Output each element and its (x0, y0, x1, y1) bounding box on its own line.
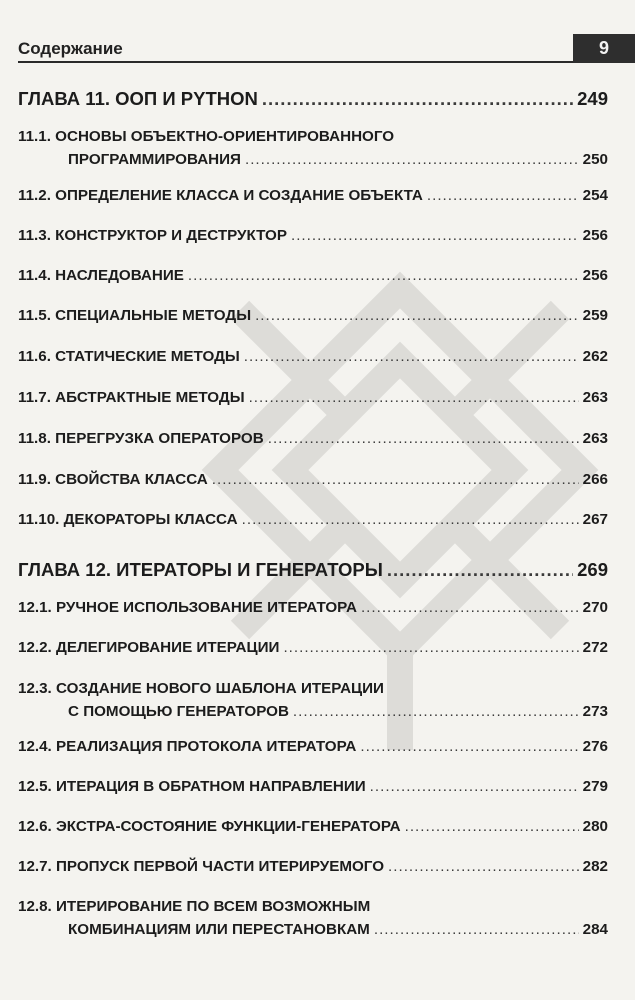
toc-section-entry (18, 738, 608, 755)
toc-section-entry (18, 267, 608, 284)
dot-leader (360, 738, 578, 755)
toc-entry-title: 11.3. КОНСТРУКТОР И ДЕСТРУКТОР (18, 227, 287, 244)
dot-leader (244, 348, 579, 365)
running-header (18, 34, 635, 64)
toc-section-entry (18, 818, 608, 835)
toc-page-number: 250 (582, 151, 608, 168)
header-rule (18, 61, 573, 63)
dot-leader (361, 599, 579, 616)
toc-entry-title: ПРОГРАММИРОВАНИЯ (68, 151, 241, 168)
dot-leader (283, 639, 578, 656)
toc-page-number: 276 (582, 738, 608, 755)
toc-section-entry (18, 348, 608, 365)
toc-page-number: 280 (582, 818, 608, 835)
toc-entry-title: 11.8. ПЕРЕГРУЗКА ОПЕРАТОРОВ (18, 430, 264, 447)
toc-entry-title: 12.3. СОЗДАНИЕ НОВОГО ШАБЛОНА ИТЕРАЦИИ (18, 680, 384, 697)
toc-page-number: 267 (582, 511, 608, 528)
dot-leader (370, 778, 579, 795)
toc-entry-title: ГЛАВА 11. ООП И PYTHON (18, 88, 258, 109)
toc-section-entry (18, 898, 608, 938)
toc-section-entry (18, 389, 608, 406)
toc-entry-title: 12.2. ДЕЛЕГИРОВАНИЕ ИТЕРАЦИИ (18, 639, 280, 656)
toc-entry-title: 12.4. РЕАЛИЗАЦИЯ ПРОТОКОЛА ИТЕРАТОРА (18, 738, 357, 755)
toc-entry-title: 12.6. ЭКСТРА-СОСТОЯНИЕ ФУНКЦИИ-ГЕНЕРАТОРА (18, 818, 401, 835)
toc-section-entry (18, 599, 608, 616)
toc-page-number: 249 (577, 88, 608, 109)
toc-section-entry (18, 430, 608, 447)
dot-leader (245, 151, 579, 168)
toc-entry-title: 11.1. ОСНОВЫ ОБЪЕКТНО-ОРИЕНТИРОВАННОГО (18, 128, 395, 145)
toc-page-number: 273 (582, 703, 608, 720)
dot-leader (268, 430, 579, 447)
toc-section-entry (18, 858, 608, 875)
toc-entry-title: 11.5. СПЕЦИАЛЬНЫЕ МЕТОДЫ (18, 307, 252, 324)
toc-page-number: 270 (582, 599, 608, 616)
dot-leader (188, 267, 579, 284)
dot-leader (262, 88, 573, 110)
dot-leader (405, 818, 579, 835)
toc-chapter-entry (18, 88, 608, 110)
dot-leader (293, 703, 579, 720)
dot-leader (249, 389, 579, 406)
toc-entry-title: 11.9. СВОЙСТВА КЛАССА (18, 471, 208, 488)
toc-section-entry (18, 187, 608, 204)
toc-entry-title: 12.7. ПРОПУСК ПЕРВОЙ ЧАСТИ ИТЕРИРУЕМОГО (18, 858, 385, 875)
toc-page-number: 262 (582, 348, 608, 365)
toc-section-entry (18, 471, 608, 488)
header-title: Содержание (18, 39, 123, 58)
toc-page-number: 266 (582, 471, 608, 488)
toc-page-number: 269 (577, 559, 608, 580)
dot-leader (374, 921, 579, 938)
toc-entry-title: 12.5. ИТЕРАЦИЯ В ОБРАТНОМ НАПРАВЛЕНИИ (18, 778, 366, 795)
toc-page-number: 263 (582, 389, 608, 406)
toc-entry-title: 12.1. РУЧНОЕ ИСПОЛЬЗОВАНИЕ ИТЕРАТОРА (18, 599, 357, 616)
dot-leader (242, 511, 579, 528)
toc-entry-title: 11.7. АБСТРАКТНЫЕ МЕТОДЫ (18, 389, 245, 406)
dot-leader (388, 858, 579, 875)
toc-page-number: 256 (582, 227, 608, 244)
dot-leader (255, 307, 579, 324)
toc-section-entry (18, 680, 608, 720)
toc-page-number: 254 (582, 187, 608, 204)
toc-section-entry (18, 128, 608, 168)
toc-page-number: 284 (582, 921, 608, 938)
toc-page-number: 282 (582, 858, 608, 875)
toc-page-number: 259 (582, 307, 608, 324)
toc-entry-title: 11.2. ОПРЕДЕЛЕНИЕ КЛАССА И СОЗДАНИЕ ОБЪЕКТА (18, 187, 423, 204)
toc-entry-title: ГЛАВА 12. ИТЕРАТОРЫ И ГЕНЕРАТОРЫ (18, 559, 383, 580)
toc-page-number: 279 (582, 778, 608, 795)
toc-entry-title: 11.4. НАСЛЕДОВАНИЕ (18, 267, 184, 284)
dot-leader (291, 227, 579, 244)
toc-section-entry (18, 227, 608, 244)
dot-leader (212, 471, 579, 488)
toc-page-number: 263 (582, 430, 608, 447)
toc-page-number: 256 (582, 267, 608, 284)
dot-leader (387, 559, 573, 581)
dot-leader (427, 187, 579, 204)
toc-section-entry (18, 511, 608, 528)
toc-section-entry (18, 639, 608, 656)
toc-chapter-entry (18, 559, 608, 581)
page-number: 9 (573, 34, 635, 63)
toc-page-number: 272 (582, 639, 608, 656)
toc-entry-title: С ПОМОЩЬЮ ГЕНЕРАТОРОВ (68, 703, 289, 720)
toc-entry-title: 11.10. ДЕКОРАТОРЫ КЛАССА (18, 511, 238, 528)
toc-section-entry (18, 307, 608, 324)
toc-section-entry (18, 778, 608, 795)
toc-entry-title: 12.8. ИТЕРИРОВАНИЕ ПО ВСЕМ ВОЗМОЖНЫМ (18, 898, 371, 915)
toc-entry-title: 11.6. СТАТИЧЕСКИЕ МЕТОДЫ (18, 348, 240, 365)
toc-entry-title: КОМБИНАЦИЯМ ИЛИ ПЕРЕСТАНОВКАМ (68, 921, 370, 938)
